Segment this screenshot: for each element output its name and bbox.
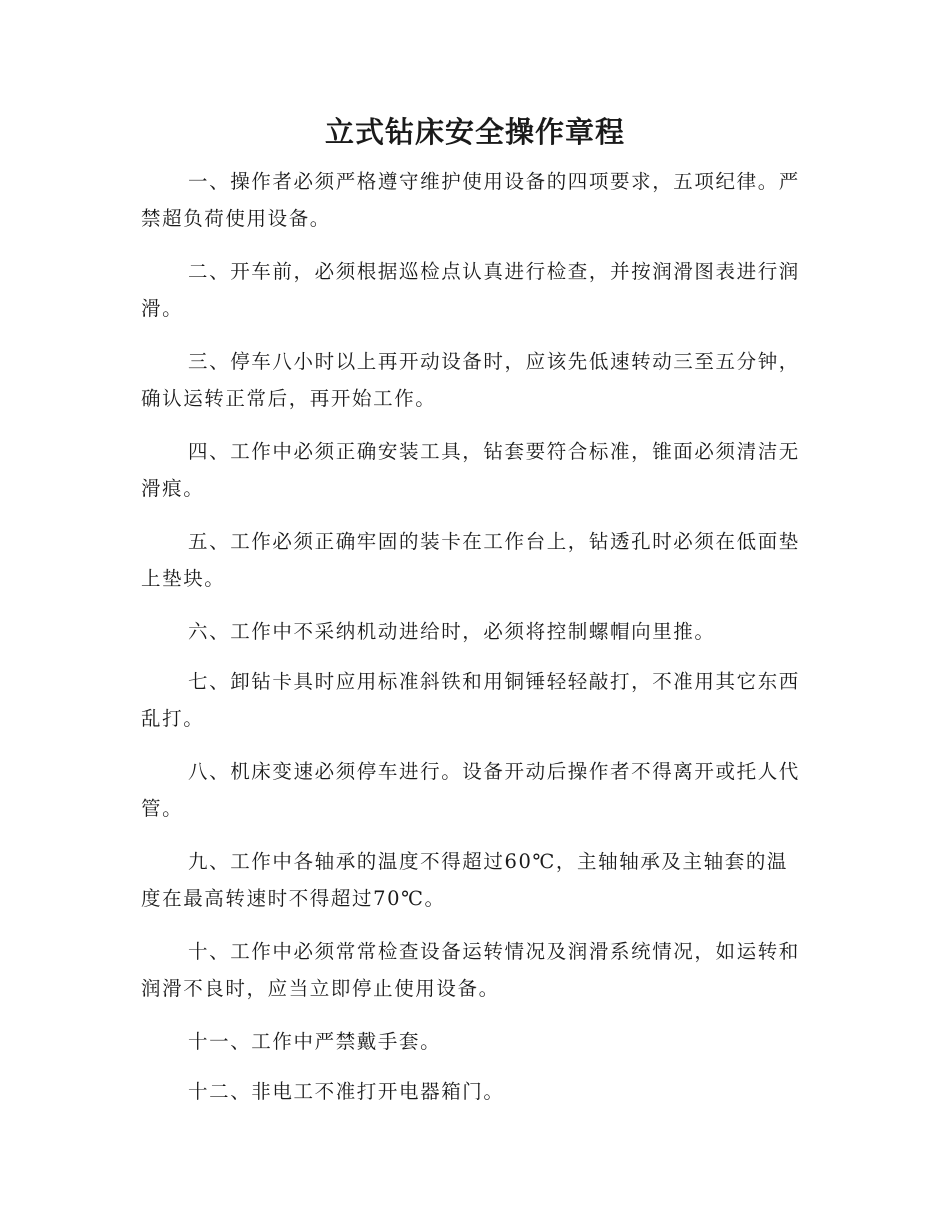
clause-12: 十二、非电工不准打开电器箱门。 xyxy=(188,1080,505,1103)
document-title: 立式钻床安全操作章程 xyxy=(324,115,625,149)
clause-11: 十一、工作中严禁戴手套。 xyxy=(188,1030,442,1053)
clause-8: 八、机床变速必须停车进行。设备开动后操作者不得离开或托人代管。 xyxy=(141,760,800,820)
clause-2: 二、开车前，必须根据巡检点认真进行检查，并按润滑图表进行润滑。 xyxy=(141,260,800,320)
clause-7: 七、卸钻卡具时应用标准斜铁和用铜锤轻轻敲打，不准用其它东西乱打。 xyxy=(141,670,800,730)
clause-10: 十、工作中必须常常检查设备运转情况及润滑系统情况，如运转和润滑不良时，应当立即停止使用设备。 xyxy=(141,940,800,1000)
clause-9: 九、工作中各轴承的温度不得超过60℃，主轴轴承及主轴套的温度在最高转速时不得超过70℃。 xyxy=(141,850,789,910)
clause-4: 四、工作中必须正确安装工具，钻套要符合标准，锥面必须清洁无滑痕。 xyxy=(141,440,800,500)
clause-6: 六、工作中不采纳机动进给时，必须将控制螺帽向里推。 xyxy=(188,620,716,643)
clause-5: 五、工作必须正确牢固的装卡在工作台上，钻透孔时必须在低面垫上垫块。 xyxy=(141,530,800,590)
clause-3: 三、停车八小时以上再开动设备时，应该先低速转动三至五分钟，确认运转正常后，再开始工作。 xyxy=(141,350,800,410)
clause-1: 一、操作者必须严格遵守维护使用设备的四项要求，五项纪律。严禁超负荷使用设备。 xyxy=(141,170,800,230)
